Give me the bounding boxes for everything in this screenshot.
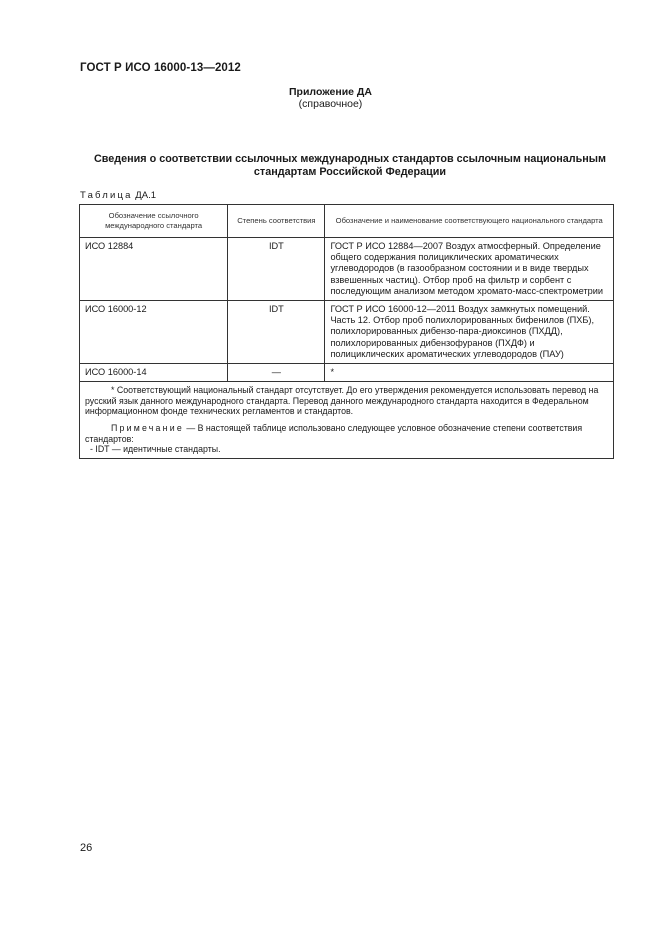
cell-intl: ИСО 16000-12	[80, 301, 228, 364]
note-item: - IDT — идентичные стандарты.	[90, 444, 221, 455]
note-text: — В настоящей таблице использовано следующее условное обозначение степени соответствия стандартов:	[85, 423, 583, 444]
cell-degree: IDT	[228, 301, 325, 364]
note-label: Примечание	[111, 423, 184, 434]
cell-national: *	[325, 364, 614, 382]
table-row	[80, 364, 614, 382]
cell-national: ГОСТ Р ИСО 12884—2007 Воздух атмосферный. Определение общего содержания полициклических ароматических углеводородов (в газообразном состоянии и в виде твердых взвешенных частиц). Отбор проб на фильтр и сорбент с последующим анализом методом хромато-масс-спектрометрии	[325, 238, 614, 301]
header-degree: Степень соответствия	[228, 205, 325, 238]
table-caption-number: ДА.1	[135, 190, 156, 201]
table-footnote-row	[80, 382, 614, 459]
table-header-row	[80, 205, 614, 238]
cell-degree: —	[228, 364, 325, 382]
cell-intl: ИСО 16000-14	[80, 364, 228, 382]
header-intl-standard: Обозначение ссылочного международного стандарта	[80, 205, 228, 238]
annex-header	[0, 86, 661, 110]
annex-title: Приложение ДА	[289, 86, 372, 98]
note-paragraph	[85, 423, 608, 444]
correspondence-table	[79, 204, 614, 459]
table-caption	[80, 190, 156, 201]
annex-subtitle: (справочное)	[298, 98, 363, 110]
table-row	[80, 238, 614, 301]
cell-national: ГОСТ Р ИСО 16000-12—2011 Воздух замкнутых помещений. Часть 12. Отбор проб полихлорированных бифенилов (ПХБ), полихлорированных дибензо-пара-диоксинов (ПХДД), полихлорированных дибензофуранов (ПХДФ) и полициклических ароматических углеводородов (ПАУ)	[325, 301, 614, 364]
table-caption-label: Таблица	[80, 190, 133, 201]
cell-intl: ИСО 12884	[80, 238, 228, 301]
page-number: 26	[80, 842, 93, 854]
cell-degree: IDT	[228, 238, 325, 301]
footnote-text: * Соответствующий национальный стандарт отсутствует. До его утверждения рекомендуется использовать перевод на русский язык данного международного стандарта. Перевод данного международного стандарта находится в Федеральном информационном фонде технических регламентов и стандартов.	[85, 385, 599, 417]
section-heading: Сведения о соответствии ссылочных международных стандартов ссылочным национальным стандартам Российской Федерации	[93, 153, 606, 178]
table-footnote	[80, 382, 614, 459]
document-code: ГОСТ Р ИСО 16000-13—2012	[80, 62, 241, 74]
header-national-standard: Обозначение и наименование соответствующего национального стандарта	[325, 205, 614, 238]
table-row	[80, 301, 614, 364]
